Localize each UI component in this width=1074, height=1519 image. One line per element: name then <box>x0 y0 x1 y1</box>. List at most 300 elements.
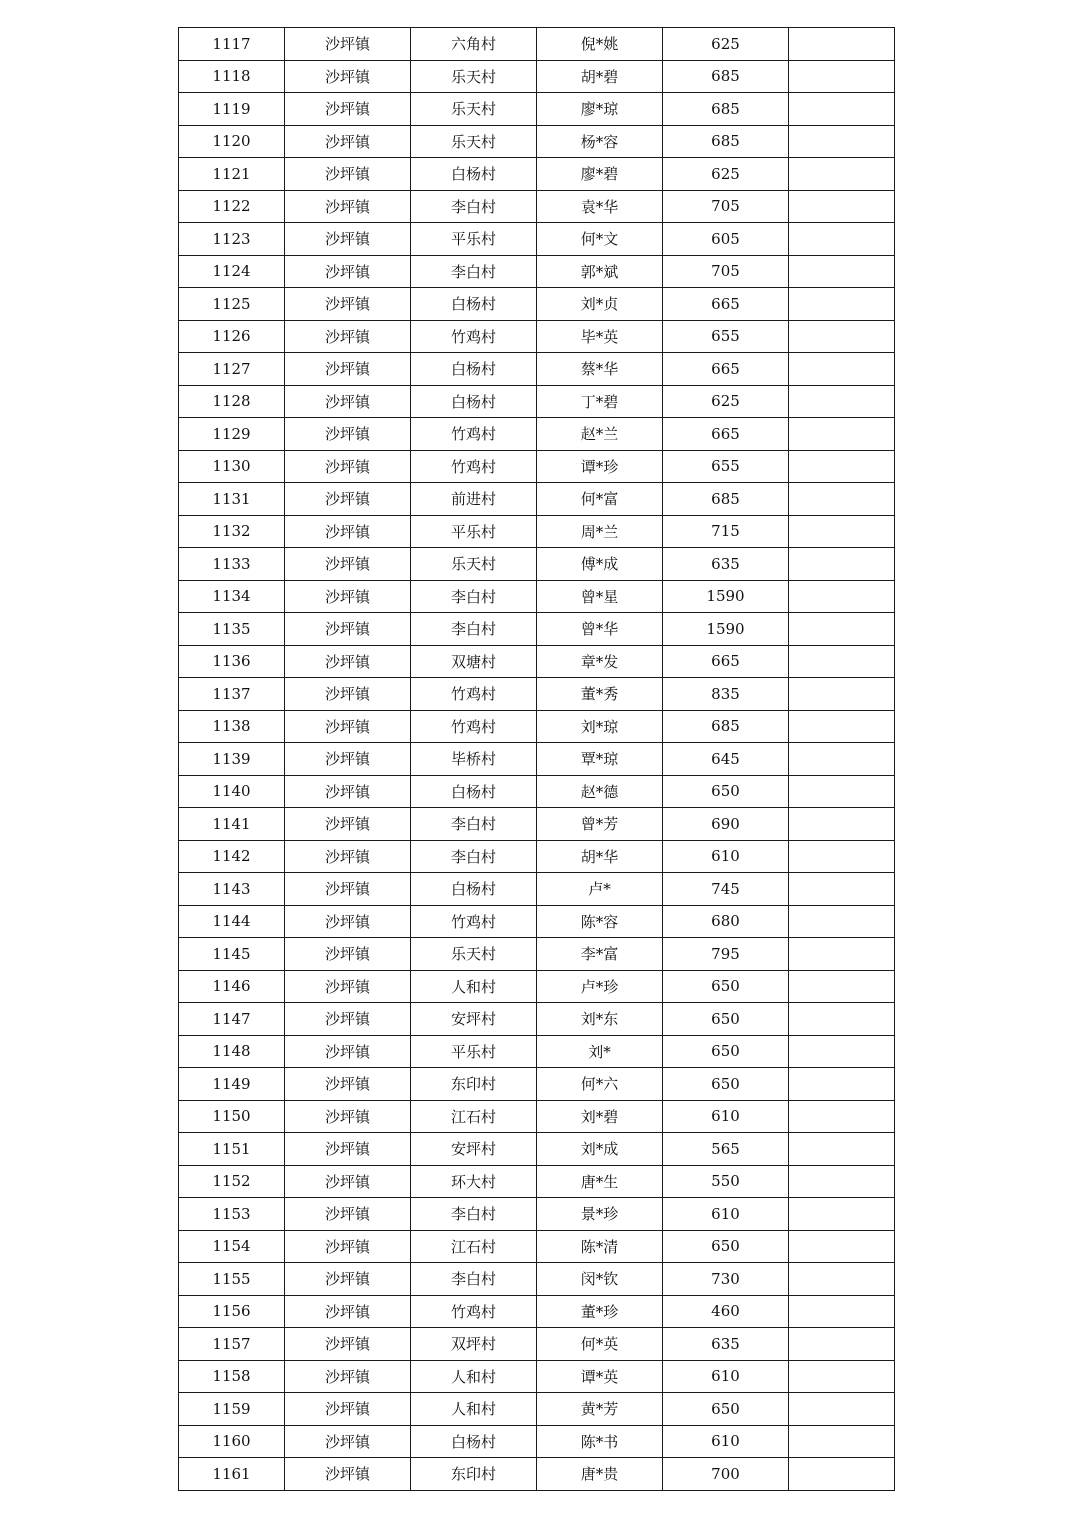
table-row <box>179 1393 895 1426</box>
name-cell: 廖*琼 <box>537 93 663 126</box>
name-cell: 倪*姚 <box>537 28 663 61</box>
amount-cell: 610 <box>663 1360 789 1393</box>
name-cell: 曾*星 <box>537 580 663 613</box>
name-cell: 丁*碧 <box>537 385 663 418</box>
table-row <box>179 1068 895 1101</box>
serial-number-cell: 1120 <box>179 125 285 158</box>
name-cell: 郭*斌 <box>537 255 663 288</box>
serial-number-cell: 1124 <box>179 255 285 288</box>
name-cell: 曾*芳 <box>537 808 663 841</box>
name-cell: 刘* <box>537 1035 663 1068</box>
name-cell: 刘*贞 <box>537 288 663 321</box>
amount-cell: 610 <box>663 1198 789 1231</box>
name-cell: 胡*华 <box>537 840 663 873</box>
records-table <box>178 27 895 1491</box>
table-row <box>179 1230 895 1263</box>
table-row <box>179 938 895 971</box>
serial-number-cell: 1125 <box>179 288 285 321</box>
serial-number-cell: 1130 <box>179 450 285 483</box>
town-cell: 沙坪镇 <box>285 320 411 353</box>
table-row <box>179 873 895 906</box>
town-cell: 沙坪镇 <box>285 483 411 516</box>
name-cell: 谭*英 <box>537 1360 663 1393</box>
remark-cell <box>789 450 895 483</box>
table-row <box>179 1425 895 1458</box>
name-cell: 蔡*华 <box>537 353 663 386</box>
table-row <box>179 93 895 126</box>
amount-cell: 685 <box>663 60 789 93</box>
amount-cell: 650 <box>663 1035 789 1068</box>
amount-cell: 650 <box>663 970 789 1003</box>
table-row <box>179 190 895 223</box>
amount-cell: 635 <box>663 548 789 581</box>
town-cell: 沙坪镇 <box>285 645 411 678</box>
table-row <box>179 450 895 483</box>
remark-cell <box>789 775 895 808</box>
name-cell: 黄*芳 <box>537 1393 663 1426</box>
amount-cell: 835 <box>663 678 789 711</box>
serial-number-cell: 1143 <box>179 873 285 906</box>
name-cell: 刘*成 <box>537 1133 663 1166</box>
village-cell: 前进村 <box>411 483 537 516</box>
town-cell: 沙坪镇 <box>285 93 411 126</box>
name-cell: 傅*成 <box>537 548 663 581</box>
remark-cell <box>789 548 895 581</box>
serial-number-cell: 1140 <box>179 775 285 808</box>
name-cell: 何*富 <box>537 483 663 516</box>
amount-cell: 655 <box>663 450 789 483</box>
serial-number-cell: 1118 <box>179 60 285 93</box>
town-cell: 沙坪镇 <box>285 60 411 93</box>
amount-cell: 655 <box>663 320 789 353</box>
table-row <box>179 645 895 678</box>
amount-cell: 610 <box>663 840 789 873</box>
name-cell: 章*发 <box>537 645 663 678</box>
serial-number-cell: 1149 <box>179 1068 285 1101</box>
village-cell: 白杨村 <box>411 775 537 808</box>
table-row <box>179 125 895 158</box>
serial-number-cell: 1151 <box>179 1133 285 1166</box>
serial-number-cell: 1136 <box>179 645 285 678</box>
name-cell: 赵*兰 <box>537 418 663 451</box>
remark-cell <box>789 1068 895 1101</box>
table-row <box>179 1263 895 1296</box>
table-row <box>179 1165 895 1198</box>
town-cell: 沙坪镇 <box>285 1328 411 1361</box>
village-cell: 李白村 <box>411 1263 537 1296</box>
table-row <box>179 905 895 938</box>
village-cell: 双坪村 <box>411 1328 537 1361</box>
amount-cell: 685 <box>663 483 789 516</box>
village-cell: 毕桥村 <box>411 743 537 776</box>
remark-cell <box>789 1133 895 1166</box>
town-cell: 沙坪镇 <box>285 1425 411 1458</box>
village-cell: 李白村 <box>411 613 537 646</box>
town-cell: 沙坪镇 <box>285 1165 411 1198</box>
table-row <box>179 255 895 288</box>
amount-cell: 625 <box>663 158 789 191</box>
amount-cell: 650 <box>663 1393 789 1426</box>
town-cell: 沙坪镇 <box>285 125 411 158</box>
serial-number-cell: 1142 <box>179 840 285 873</box>
serial-number-cell: 1133 <box>179 548 285 581</box>
table-row <box>179 1198 895 1231</box>
village-cell: 白杨村 <box>411 288 537 321</box>
amount-cell: 745 <box>663 873 789 906</box>
village-cell: 竹鸡村 <box>411 678 537 711</box>
town-cell: 沙坪镇 <box>285 1360 411 1393</box>
name-cell: 毕*英 <box>537 320 663 353</box>
name-cell: 胡*碧 <box>537 60 663 93</box>
table-row <box>179 353 895 386</box>
town-cell: 沙坪镇 <box>285 775 411 808</box>
village-cell: 竹鸡村 <box>411 710 537 743</box>
amount-cell: 705 <box>663 190 789 223</box>
amount-cell: 700 <box>663 1458 789 1491</box>
serial-number-cell: 1139 <box>179 743 285 776</box>
town-cell: 沙坪镇 <box>285 1458 411 1491</box>
village-cell: 乐天村 <box>411 125 537 158</box>
town-cell: 沙坪镇 <box>285 548 411 581</box>
serial-number-cell: 1132 <box>179 515 285 548</box>
remark-cell <box>789 743 895 776</box>
table-row <box>179 288 895 321</box>
village-cell: 人和村 <box>411 1393 537 1426</box>
village-cell: 东印村 <box>411 1458 537 1491</box>
remark-cell <box>789 970 895 1003</box>
serial-number-cell: 1159 <box>179 1393 285 1426</box>
serial-number-cell: 1145 <box>179 938 285 971</box>
town-cell: 沙坪镇 <box>285 255 411 288</box>
village-cell: 李白村 <box>411 255 537 288</box>
town-cell: 沙坪镇 <box>285 840 411 873</box>
town-cell: 沙坪镇 <box>285 515 411 548</box>
serial-number-cell: 1158 <box>179 1360 285 1393</box>
amount-cell: 650 <box>663 775 789 808</box>
serial-number-cell: 1157 <box>179 1328 285 1361</box>
town-cell: 沙坪镇 <box>285 385 411 418</box>
table-row <box>179 385 895 418</box>
village-cell: 李白村 <box>411 1198 537 1231</box>
village-cell: 江石村 <box>411 1100 537 1133</box>
remark-cell <box>789 1393 895 1426</box>
remark-cell <box>789 515 895 548</box>
village-cell: 白杨村 <box>411 353 537 386</box>
village-cell: 双塘村 <box>411 645 537 678</box>
amount-cell: 705 <box>663 255 789 288</box>
table-row <box>179 970 895 1003</box>
village-cell: 竹鸡村 <box>411 905 537 938</box>
town-cell: 沙坪镇 <box>285 1198 411 1231</box>
village-cell: 白杨村 <box>411 873 537 906</box>
village-cell: 乐天村 <box>411 60 537 93</box>
table-row <box>179 1035 895 1068</box>
name-cell: 刘*碧 <box>537 1100 663 1133</box>
name-cell: 景*珍 <box>537 1198 663 1231</box>
village-cell: 李白村 <box>411 840 537 873</box>
remark-cell <box>789 873 895 906</box>
town-cell: 沙坪镇 <box>285 808 411 841</box>
name-cell: 曾*华 <box>537 613 663 646</box>
amount-cell: 1590 <box>663 613 789 646</box>
village-cell: 李白村 <box>411 190 537 223</box>
name-cell: 覃*琼 <box>537 743 663 776</box>
amount-cell: 645 <box>663 743 789 776</box>
name-cell: 赵*德 <box>537 775 663 808</box>
town-cell: 沙坪镇 <box>285 353 411 386</box>
village-cell: 白杨村 <box>411 1425 537 1458</box>
remark-cell <box>789 93 895 126</box>
amount-cell: 625 <box>663 28 789 61</box>
town-cell: 沙坪镇 <box>285 1133 411 1166</box>
town-cell: 沙坪镇 <box>285 158 411 191</box>
name-cell: 董*珍 <box>537 1295 663 1328</box>
amount-cell: 1590 <box>663 580 789 613</box>
remark-cell <box>789 223 895 256</box>
village-cell: 竹鸡村 <box>411 418 537 451</box>
table-row <box>179 158 895 191</box>
table-row <box>179 678 895 711</box>
name-cell: 何*六 <box>537 1068 663 1101</box>
serial-number-cell: 1147 <box>179 1003 285 1036</box>
amount-cell: 605 <box>663 223 789 256</box>
serial-number-cell: 1129 <box>179 418 285 451</box>
town-cell: 沙坪镇 <box>285 905 411 938</box>
serial-number-cell: 1153 <box>179 1198 285 1231</box>
amount-cell: 730 <box>663 1263 789 1296</box>
amount-cell: 685 <box>663 93 789 126</box>
remark-cell <box>789 905 895 938</box>
village-cell: 乐天村 <box>411 548 537 581</box>
remark-cell <box>789 28 895 61</box>
amount-cell: 680 <box>663 905 789 938</box>
remark-cell <box>789 1165 895 1198</box>
village-cell: 李白村 <box>411 580 537 613</box>
serial-number-cell: 1152 <box>179 1165 285 1198</box>
serial-number-cell: 1161 <box>179 1458 285 1491</box>
remark-cell <box>789 353 895 386</box>
village-cell: 李白村 <box>411 808 537 841</box>
amount-cell: 460 <box>663 1295 789 1328</box>
remark-cell <box>789 580 895 613</box>
village-cell: 白杨村 <box>411 158 537 191</box>
serial-number-cell: 1148 <box>179 1035 285 1068</box>
remark-cell <box>789 1198 895 1231</box>
remark-cell <box>789 483 895 516</box>
remark-cell <box>789 1263 895 1296</box>
records-table-body <box>179 28 895 1491</box>
village-cell: 竹鸡村 <box>411 320 537 353</box>
town-cell: 沙坪镇 <box>285 873 411 906</box>
table-row <box>179 320 895 353</box>
table-row <box>179 483 895 516</box>
village-cell: 竹鸡村 <box>411 1295 537 1328</box>
amount-cell: 610 <box>663 1100 789 1133</box>
name-cell: 谭*珍 <box>537 450 663 483</box>
table-row <box>179 1295 895 1328</box>
serial-number-cell: 1156 <box>179 1295 285 1328</box>
amount-cell: 565 <box>663 1133 789 1166</box>
town-cell: 沙坪镇 <box>285 28 411 61</box>
town-cell: 沙坪镇 <box>285 613 411 646</box>
town-cell: 沙坪镇 <box>285 1263 411 1296</box>
amount-cell: 650 <box>663 1068 789 1101</box>
name-cell: 闵*钦 <box>537 1263 663 1296</box>
serial-number-cell: 1122 <box>179 190 285 223</box>
remark-cell <box>789 288 895 321</box>
village-cell: 白杨村 <box>411 385 537 418</box>
table-row <box>179 710 895 743</box>
town-cell: 沙坪镇 <box>285 743 411 776</box>
amount-cell: 690 <box>663 808 789 841</box>
remark-cell <box>789 1100 895 1133</box>
table-row <box>179 613 895 646</box>
village-cell: 人和村 <box>411 970 537 1003</box>
remark-cell <box>789 125 895 158</box>
serial-number-cell: 1150 <box>179 1100 285 1133</box>
amount-cell: 795 <box>663 938 789 971</box>
table-row <box>179 775 895 808</box>
town-cell: 沙坪镇 <box>285 1003 411 1036</box>
amount-cell: 685 <box>663 710 789 743</box>
table-row <box>179 1328 895 1361</box>
name-cell: 卢* <box>537 873 663 906</box>
table-row <box>179 580 895 613</box>
serial-number-cell: 1131 <box>179 483 285 516</box>
amount-cell: 610 <box>663 1425 789 1458</box>
serial-number-cell: 1134 <box>179 580 285 613</box>
name-cell: 陈*清 <box>537 1230 663 1263</box>
serial-number-cell: 1146 <box>179 970 285 1003</box>
table-row <box>179 1458 895 1491</box>
remark-cell <box>789 320 895 353</box>
serial-number-cell: 1117 <box>179 28 285 61</box>
remark-cell <box>789 840 895 873</box>
serial-number-cell: 1127 <box>179 353 285 386</box>
name-cell: 何*英 <box>537 1328 663 1361</box>
remark-cell <box>789 255 895 288</box>
town-cell: 沙坪镇 <box>285 288 411 321</box>
remark-cell <box>789 190 895 223</box>
table-row <box>179 840 895 873</box>
name-cell: 董*秀 <box>537 678 663 711</box>
remark-cell <box>789 1360 895 1393</box>
town-cell: 沙坪镇 <box>285 580 411 613</box>
town-cell: 沙坪镇 <box>285 1295 411 1328</box>
name-cell: 杨*容 <box>537 125 663 158</box>
table-row <box>179 548 895 581</box>
table-row <box>179 515 895 548</box>
table-row <box>179 743 895 776</box>
name-cell: 陈*书 <box>537 1425 663 1458</box>
village-cell: 人和村 <box>411 1360 537 1393</box>
name-cell: 唐*贵 <box>537 1458 663 1491</box>
village-cell: 安坪村 <box>411 1003 537 1036</box>
name-cell: 卢*珍 <box>537 970 663 1003</box>
remark-cell <box>789 158 895 191</box>
table-row <box>179 1100 895 1133</box>
village-cell: 江石村 <box>411 1230 537 1263</box>
serial-number-cell: 1144 <box>179 905 285 938</box>
amount-cell: 665 <box>663 418 789 451</box>
table-row <box>179 418 895 451</box>
amount-cell: 635 <box>663 1328 789 1361</box>
serial-number-cell: 1128 <box>179 385 285 418</box>
remark-cell <box>789 645 895 678</box>
serial-number-cell: 1135 <box>179 613 285 646</box>
village-cell: 东印村 <box>411 1068 537 1101</box>
amount-cell: 665 <box>663 288 789 321</box>
table-row <box>179 28 895 61</box>
amount-cell: 625 <box>663 385 789 418</box>
remark-cell <box>789 1425 895 1458</box>
amount-cell: 650 <box>663 1230 789 1263</box>
village-cell: 环大村 <box>411 1165 537 1198</box>
remark-cell <box>789 418 895 451</box>
remark-cell <box>789 808 895 841</box>
village-cell: 平乐村 <box>411 515 537 548</box>
serial-number-cell: 1126 <box>179 320 285 353</box>
serial-number-cell: 1141 <box>179 808 285 841</box>
remark-cell <box>789 1295 895 1328</box>
amount-cell: 665 <box>663 645 789 678</box>
table-row <box>179 60 895 93</box>
remark-cell <box>789 60 895 93</box>
table-row <box>179 1133 895 1166</box>
village-cell: 平乐村 <box>411 1035 537 1068</box>
village-cell: 平乐村 <box>411 223 537 256</box>
remark-cell <box>789 710 895 743</box>
amount-cell: 685 <box>663 125 789 158</box>
remark-cell <box>789 613 895 646</box>
town-cell: 沙坪镇 <box>285 1230 411 1263</box>
serial-number-cell: 1123 <box>179 223 285 256</box>
town-cell: 沙坪镇 <box>285 1068 411 1101</box>
name-cell: 陈*容 <box>537 905 663 938</box>
name-cell: 何*文 <box>537 223 663 256</box>
town-cell: 沙坪镇 <box>285 970 411 1003</box>
town-cell: 沙坪镇 <box>285 190 411 223</box>
table-row <box>179 1003 895 1036</box>
town-cell: 沙坪镇 <box>285 418 411 451</box>
serial-number-cell: 1121 <box>179 158 285 191</box>
serial-number-cell: 1119 <box>179 93 285 126</box>
town-cell: 沙坪镇 <box>285 1393 411 1426</box>
remark-cell <box>789 678 895 711</box>
village-cell: 六角村 <box>411 28 537 61</box>
remark-cell <box>789 1328 895 1361</box>
name-cell: 周*兰 <box>537 515 663 548</box>
village-cell: 乐天村 <box>411 93 537 126</box>
remark-cell <box>789 385 895 418</box>
name-cell: 廖*碧 <box>537 158 663 191</box>
amount-cell: 550 <box>663 1165 789 1198</box>
town-cell: 沙坪镇 <box>285 1035 411 1068</box>
name-cell: 唐*生 <box>537 1165 663 1198</box>
town-cell: 沙坪镇 <box>285 710 411 743</box>
name-cell: 刘*东 <box>537 1003 663 1036</box>
name-cell: 李*富 <box>537 938 663 971</box>
table-row <box>179 808 895 841</box>
serial-number-cell: 1155 <box>179 1263 285 1296</box>
serial-number-cell: 1137 <box>179 678 285 711</box>
town-cell: 沙坪镇 <box>285 1100 411 1133</box>
village-cell: 安坪村 <box>411 1133 537 1166</box>
village-cell: 乐天村 <box>411 938 537 971</box>
amount-cell: 650 <box>663 1003 789 1036</box>
town-cell: 沙坪镇 <box>285 450 411 483</box>
serial-number-cell: 1154 <box>179 1230 285 1263</box>
